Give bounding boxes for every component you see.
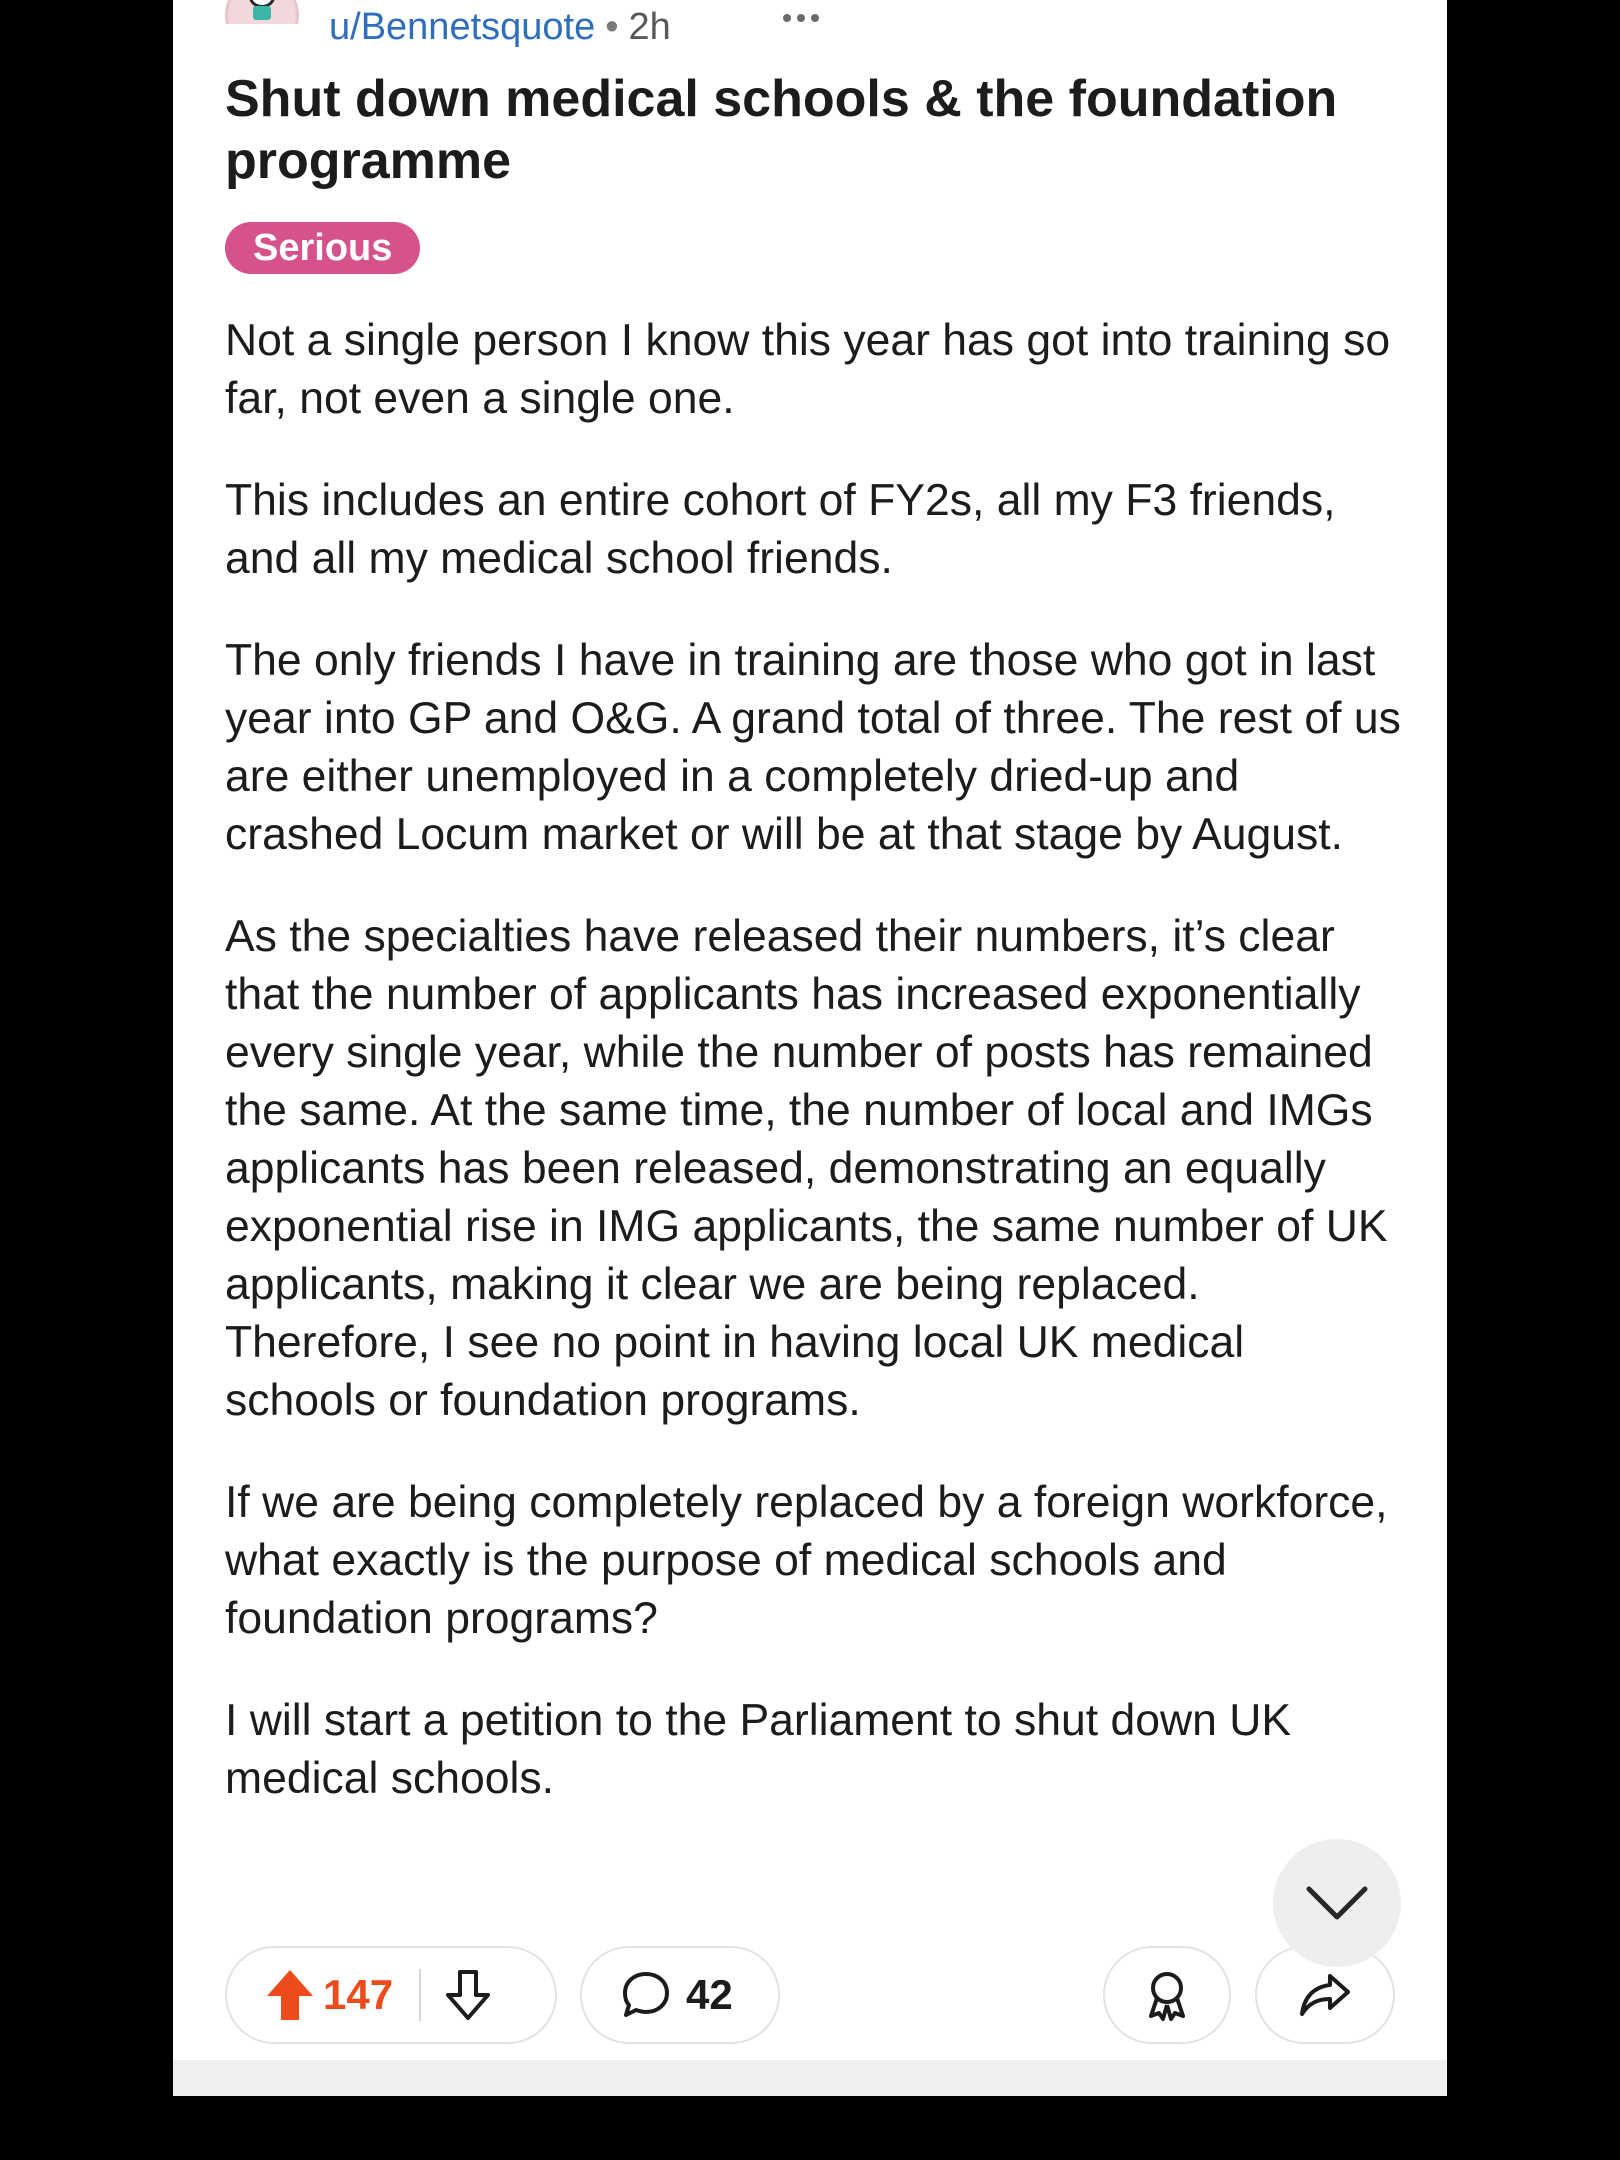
username-link[interactable]: u/Bennetsquote (329, 6, 596, 48)
comments-button[interactable] (580, 1946, 780, 2044)
share-arrow-icon (1298, 1970, 1352, 2020)
body-paragraph-4: As the specialties have released their numbers, it’s clear that the number of applicants has increased exponentially every single year, while the number of posts has remained the same. At the same time, the number of local and IMGs applicants has been released, demonstrating an equally exponential rise in IMG applicants, the same number of UK applicants, making it clear we are being replaced. Therefore, I see no point in having local UK medical schools or foundation programs. (225, 912, 1388, 1425)
post-meta (329, 2, 671, 52)
body-paragraph-5: If we are being completely replaced by a foreign workforce, what exactly is the purpose of medical schools and foundation programs? (225, 1478, 1388, 1643)
chevron-down-icon (1305, 1883, 1369, 1923)
post-time: 2h (628, 6, 671, 48)
flair-badge: Serious (225, 222, 420, 274)
speech-bubble-icon (620, 1969, 672, 2021)
upvote-button[interactable] (265, 1968, 315, 2022)
avatar-body (253, 6, 271, 20)
post-body (225, 312, 1405, 1852)
comment-count: 42 (686, 1971, 733, 2018)
more-horizontal-icon[interactable] (783, 6, 833, 30)
vote-pill (225, 1946, 557, 2044)
upvote-count: 147 (323, 1971, 394, 2018)
arrow-down-outline-icon (443, 1968, 493, 2022)
vote-divider (419, 1969, 421, 2021)
card-footer-strip (173, 2060, 1447, 2096)
scroll-down-button[interactable] (1273, 1839, 1401, 1967)
post-actions-bar (225, 1946, 1395, 2046)
award-ribbon-icon (1142, 1968, 1192, 2022)
user-avatar[interactable] (225, 0, 299, 24)
body-paragraph-3: The only friends I have in training are those who got in last year into GP and O&G. A grand total of three. The rest of us are either unemployed in a completely dried-up and crashed Locum market or will be at that stage by August. (225, 636, 1401, 859)
body-paragraph-6: I will start a petition to the Parliament to shut down UK medical schools. (225, 1696, 1292, 1803)
award-button[interactable] (1103, 1946, 1231, 2044)
post-card (173, 0, 1447, 2096)
body-paragraph-1: Not a single person I know this year has got into training so far, not even a single one. (225, 316, 1391, 423)
arrow-up-filled-icon (265, 1968, 315, 2022)
post-title: Shut down medical schools & the foundation programme (225, 70, 1338, 190)
downvote-button[interactable] (443, 1968, 493, 2022)
meta-separator: • (605, 6, 619, 48)
body-paragraph-2: This includes an entire cohort of FY2s, all my F3 friends, and all my medical school friends. (225, 476, 1336, 583)
